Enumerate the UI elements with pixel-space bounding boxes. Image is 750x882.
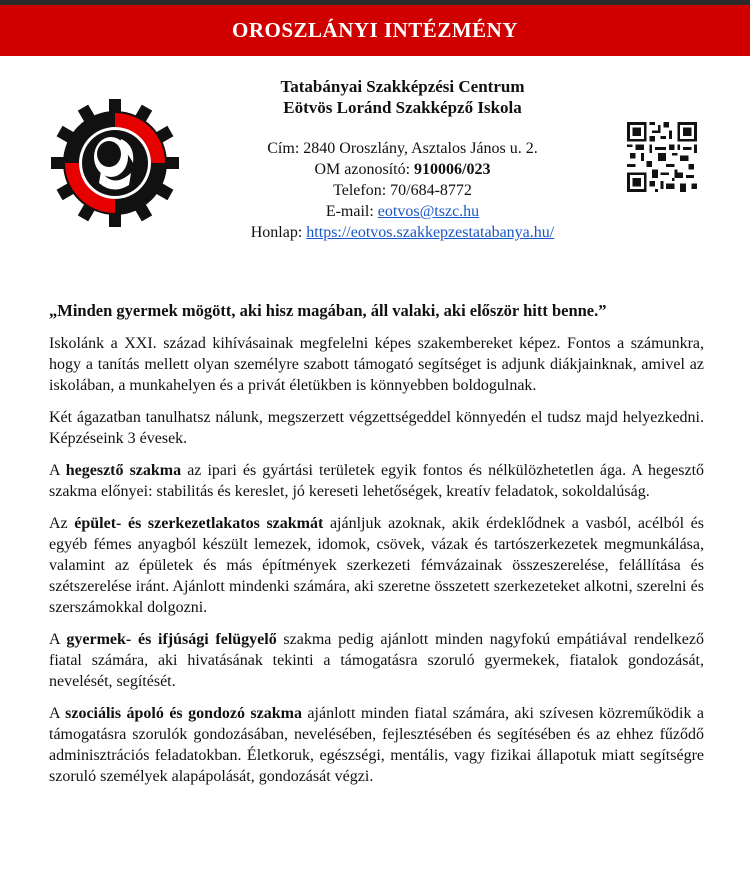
page-banner bbox=[0, 5, 750, 56]
motto-quote: „Minden gyermek mögött, aki hisz magában, áll valaki, aki először hitt benne.” bbox=[49, 301, 607, 320]
email-row: E-mail: eotvos@tszc.hu bbox=[325, 203, 480, 220]
paragraph-intro: Iskolánk a XXI. század kihívásainak megfelelni képes szakembereket képez. Fontos a számunkra, hogy a tanítás mellett olyan személyre szabott támogató segítséget is adjunk diákjainknak, amivel az iskolában, a munkahelyen és a privát életükben is könnyebben boldogulnak. bbox=[49, 335, 704, 394]
om-id: OM azonosító: 910006/023 bbox=[314, 161, 491, 178]
address: Cím: 2840 Oroszlány, Asztalos János u. 2. bbox=[267, 140, 538, 157]
phone: Telefon: 70/684-8772 bbox=[333, 182, 472, 199]
paragraph-locksmith: Az épület- és szerkezetlakatos szakmát ajánljuk azoknak, akik érdeklődnek a vasból, acélból és egyéb fémes anyagból készült lemezek, idomok, csövek, vázak és tartószerkezetek megmunkálása, valamint az épületek és más építmények szerkezeti fémvázainak összeszerelése, felállítása és szétszerelése iránt. Ajánlott mindenki számára, aki szeretne összetett szerkezeteket alkotni, szerelni és szerszámokkal dolgozni. bbox=[49, 515, 705, 616]
school-logo-icon bbox=[51, 99, 179, 227]
paragraph-social-carer: A szociális ápoló és gondozó szakma ajánlott minden fiatal számára, aki szívesen közreműködik a támogatásra szorulók gondozásában, nevelésében, fejlesztésében és segítésében és az ehhez fűződő adminisztrációs feladatokban. Életkoruk, egészségi, mentális, vagy fizikai állapotuk miatt segítségre szoruló személyek alapápolását, gondozását végzi. bbox=[49, 705, 704, 785]
website-row: Honlap: https://eotvos.szakkepzestatabanya.hu/ bbox=[250, 224, 555, 241]
school-header bbox=[0, 56, 750, 261]
paragraph-sectors: Két ágazatban tanulhatsz nálunk, megszerzett végzettségeddel könnyedén el tudsz majd helyezkedni. Képzéseink 3 évesek. bbox=[49, 409, 704, 447]
email-link[interactable]: eotvos@tszc.hu bbox=[377, 203, 480, 220]
article-body bbox=[49, 300, 704, 798]
paragraph-youth-supervisor: A gyermek- és ifjúsági felügyelő szakma pedig ajánlott minden nagyfokú empátiával rendelkező fiatal számára, aki hivatásának tekinti a támogatásra szoruló gyermekek, fiatalok gondozását, nevelését, segítését. bbox=[49, 631, 705, 690]
qr-code-icon bbox=[627, 122, 697, 192]
website-link[interactable]: https://eotvos.szakkepzestatabanya.hu/ bbox=[306, 224, 555, 241]
school-info bbox=[180, 76, 625, 243]
org-name: Tatabányai Szakképzési Centrum bbox=[280, 77, 525, 96]
paragraph-welder: A hegesztő szakma az ipari és gyártási területek egyik fontos és nélkülözhetetlen ága. A hegesztő szakma előnyei: stabilitás és kereslet, jó kereseti lehetőségek, kreatív feladatok, sokoldalúság. bbox=[49, 462, 705, 500]
school-name: Eötvös Loránd Szakképző Iskola bbox=[283, 98, 522, 117]
banner-title: OROSZLÁNYI INTÉZMÉNY bbox=[232, 18, 518, 42]
